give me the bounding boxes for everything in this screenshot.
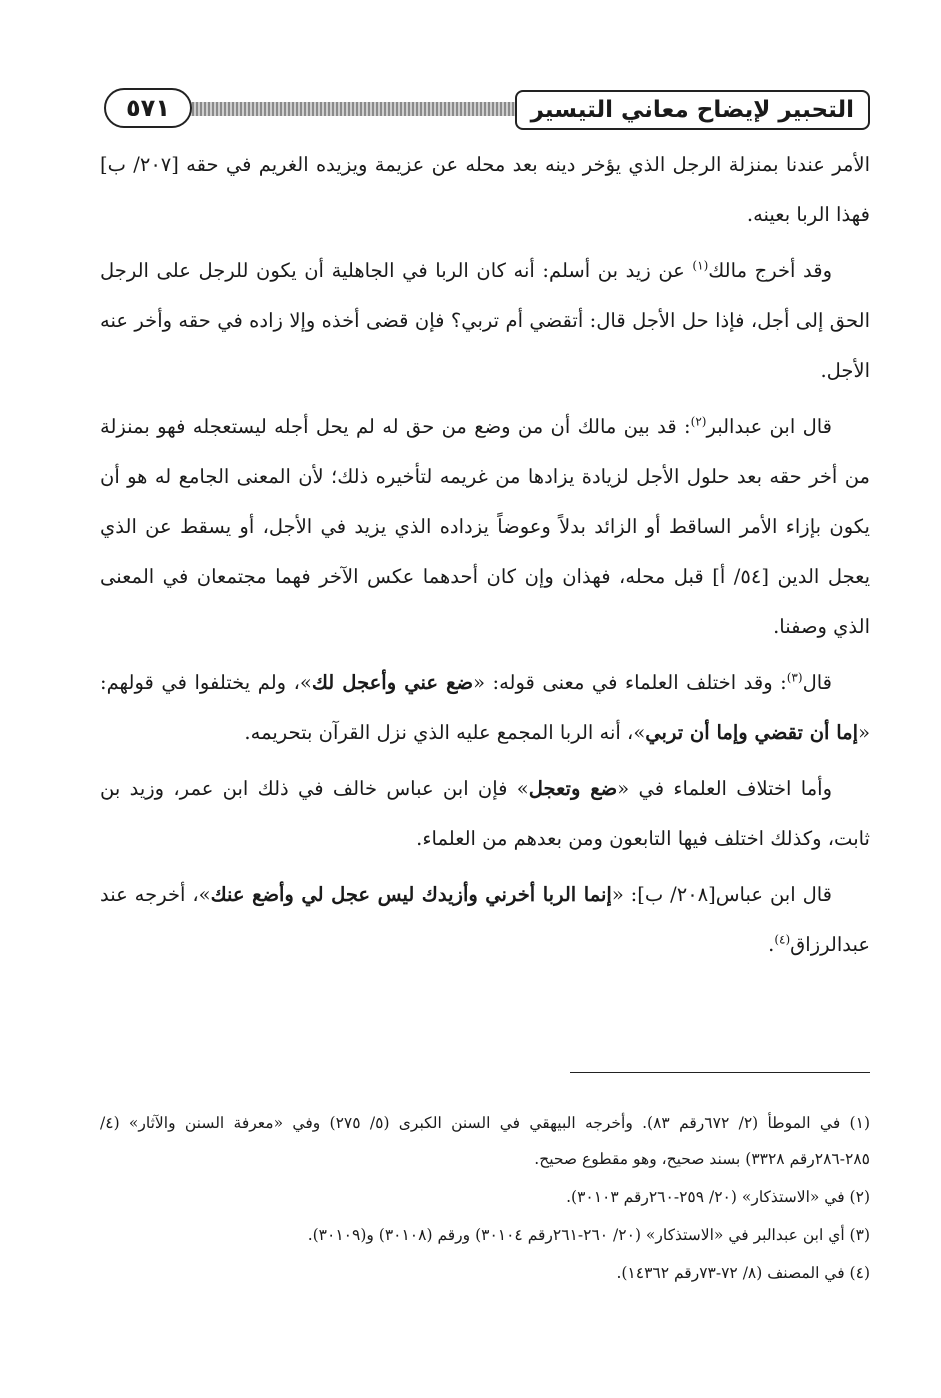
- paragraph-text: الأمر عندنا بمنزلة الرجل الذي يؤخر دينه بعد محله عن عزيمة ويزيده الغريم في حقه [٢٠٧/ ب] فهذا الربا بعينه.: [100, 153, 870, 226]
- paragraph: [100, 402, 870, 652]
- paragraph-text: قال: [802, 671, 832, 694]
- paragraph-text: وأما اختلاف العلماء في «: [617, 777, 832, 800]
- footnote-ref[interactable]: (٢): [690, 414, 707, 429]
- book-title: التحبير لإيضاح معاني التيسير: [515, 90, 870, 130]
- paragraph-text: عن زيد بن أسلم: أنه كان الربا في الجاهلية أن يكون للرجل على الرجل الحق إلى أجل، فإذا حل الأجل قال: أتقضي أم تربي؟ فإن قضى أخذه وإلا زاده في حقه وأخر عنه الأجل.: [100, 259, 870, 382]
- footnote-separator: [570, 1072, 870, 1073]
- paragraph-text: »، أخرجه عند عبدالرزاق: [100, 883, 870, 956]
- paragraph-text: »، أنه الربا المجمع عليه الذي نزل القرآن بتحريمه.: [244, 721, 646, 744]
- footnote-ref[interactable]: (١): [692, 258, 709, 273]
- paragraph-text: : وقد اختلف العلماء في معنى قوله: «: [473, 671, 787, 694]
- paragraph-text: قال ابن عباس[٢٠٨/ ب]: «: [611, 883, 832, 906]
- paragraph-text: » فإن ابن عباس خالف في ذلك ابن عمر، وزيد بن ثابت، وكذلك اختلف فيها التابعون ومن بعدهم من العلماء.: [100, 777, 870, 850]
- paragraph-text: .: [768, 933, 775, 956]
- paragraph: [100, 870, 870, 970]
- paragraph-text: قال ابن عبدالبر: [706, 415, 832, 438]
- footnote: (١) في الموطأ (٢/ ٦٧٢رقم ٨٣). وأخرجه البيهقي في السنن الكبرى (٥/ ٢٧٥) وفي «معرفة السنن والآثار» (٤/ ٢٨٥-٢٨٦رقم ٣٣٢٨) بسند صحيح، وهو مقطوع صحيح.: [100, 1114, 870, 1168]
- footnote: (٣) أي ابن عبدالبر في «الاستذكار» (٢٠/ ٢٦٠-٢٦١رقم ٣٠١٠٤) ورقم (٣٠١٠٨) و(٣٠١٠٩).: [307, 1226, 870, 1244]
- paragraph: [100, 246, 870, 396]
- footnote-ref[interactable]: (٤): [774, 932, 791, 947]
- paragraph: [100, 140, 870, 240]
- paragraph-text: »، ولم يختلفوا في قولهم: «: [100, 671, 870, 744]
- footnote: (٢) في «الاستذكار» (٢٠/ ٢٥٩-٢٦٠رقم ٣٠١٠٣).: [566, 1188, 870, 1206]
- quoted-phrase: إما أن تقضي وإما أن تربي: [645, 721, 859, 744]
- paragraph: [100, 658, 870, 758]
- main-text: [100, 140, 870, 976]
- paragraph-text: وقد أخرج مالك: [708, 259, 832, 282]
- quoted-phrase: ضع وتعجل: [528, 777, 618, 800]
- footnote: (٤) في المصنف (٨/ ٧٢-٧٣رقم ١٤٣٦٢).: [616, 1264, 870, 1282]
- quoted-phrase: ضع عني وأعجل لك: [311, 671, 474, 694]
- footnotes: [100, 1105, 870, 1293]
- paragraph: [100, 764, 870, 864]
- paragraph-text: : قد بين مالك أن من وضع من حق له لم يحل أجله ليستعجله فهو بمنزلة من أخر حقه بعد حلول الأجل لزيادة يزادها من غريمه لتأخيره ذلك؛ لأن المعنى الجامع له هو أن يكون بإزاء الأمر الساقط أو الزائد بدلاً وعوضاً يزداده الذي يزيد في الأجل، أو يسقط عن الذي يعجل الدين [٥٤/ أ] قبل محله، فهذان وإن كان أحدهما عكس الآخر فهما مجتمعان في المعنى الذي وصفنا.: [100, 415, 871, 638]
- page-number: ٥٧١: [104, 88, 192, 128]
- footnote-ref[interactable]: (٣): [786, 670, 803, 685]
- quoted-phrase: إنما الربا أخرني وأزيدك ليس عجل لي وأضع عنك: [210, 883, 612, 906]
- running-header: [100, 86, 870, 132]
